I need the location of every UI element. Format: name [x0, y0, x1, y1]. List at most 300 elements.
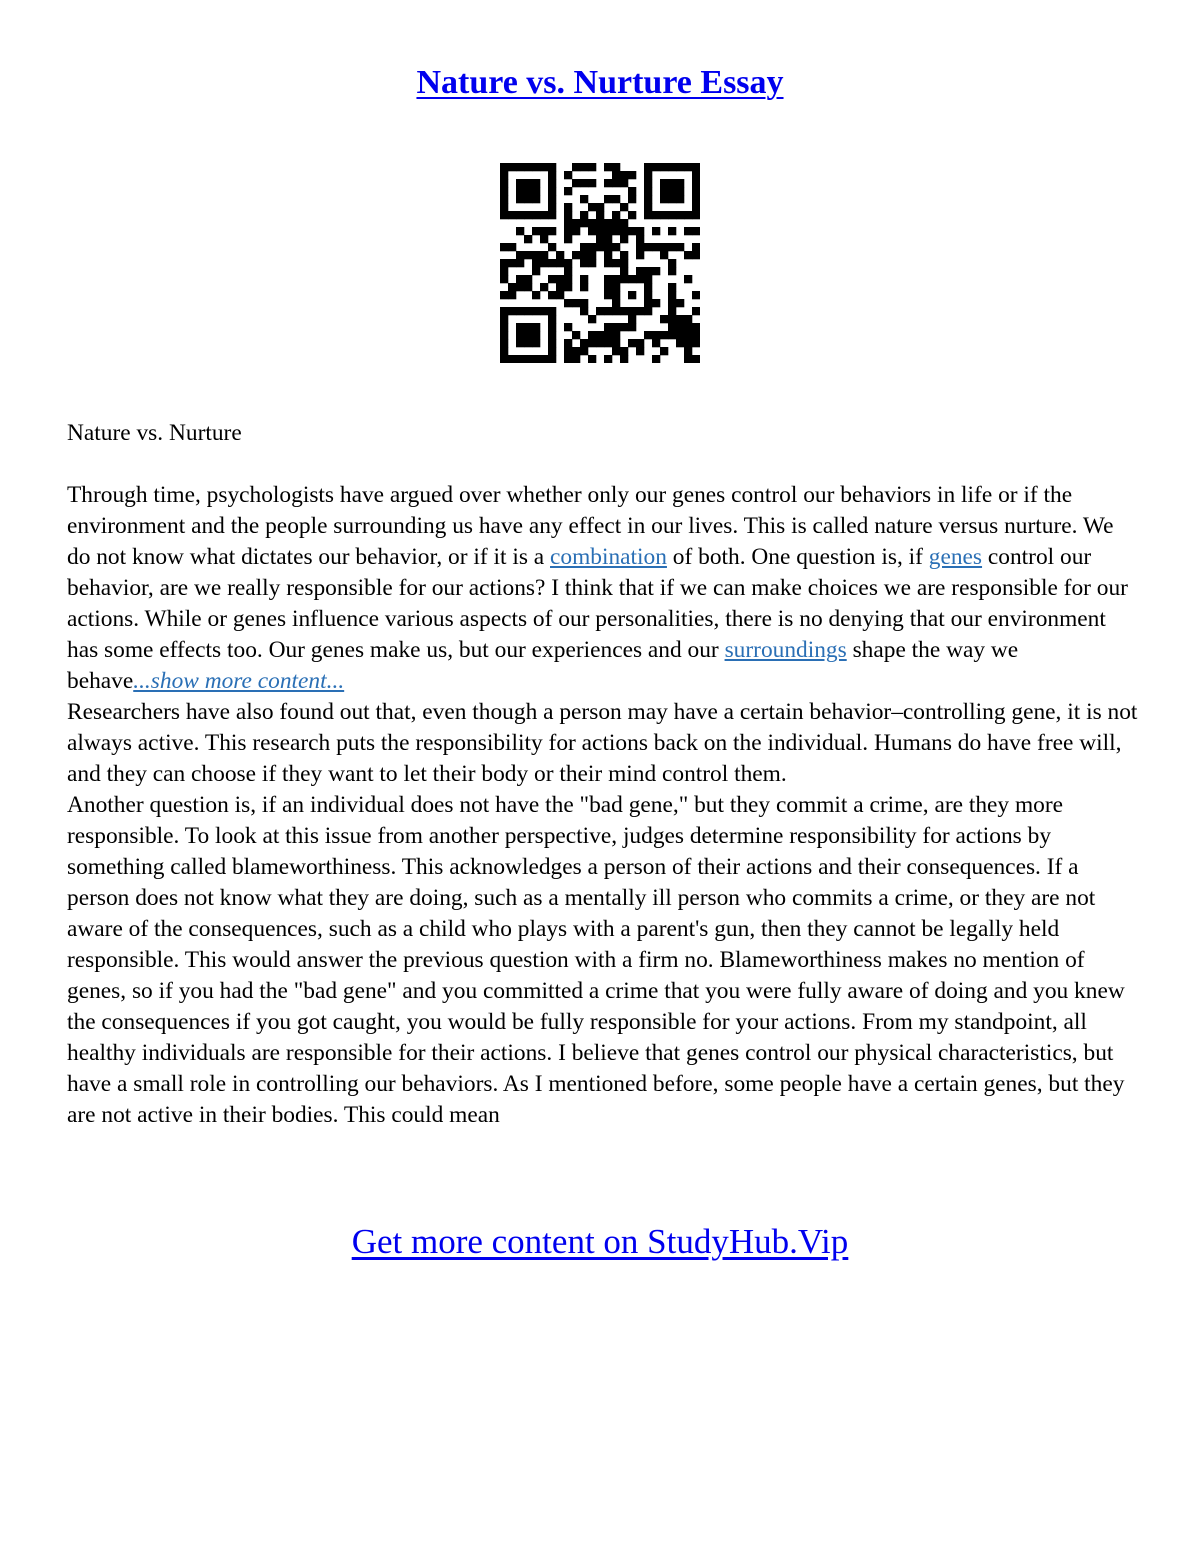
qr-module: [628, 195, 636, 203]
qr-module: [580, 243, 588, 251]
qr-module: [676, 187, 684, 195]
qr-module: [604, 331, 612, 339]
qr-module: [532, 323, 540, 331]
qr-module: [524, 355, 532, 363]
paragraph-1: [67, 480, 1142, 697]
qr-module: [660, 211, 668, 219]
qr-module: [604, 235, 612, 243]
qr-module: [676, 315, 684, 323]
qr-module: [620, 323, 628, 331]
qr-module: [540, 211, 548, 219]
title-container: [0, 64, 1200, 102]
qr-module: [668, 187, 676, 195]
qr-module: [604, 243, 612, 251]
qr-module: [604, 339, 612, 347]
qr-module: [620, 227, 628, 235]
qr-module: [692, 227, 700, 235]
qr-module: [668, 331, 676, 339]
qr-module: [548, 323, 556, 331]
paragraph-3: Another question is, if an individual does not have the "bad gene," but they commit a crime, are they more responsible. To look at this issue from another perspective, judges determine responsibility for actions by something called blameworthiness. This acknowledges a person of their actions and their consequences. If a person does not know what they are doing, such as a mentally ill person who commits a crime, or they are not aware of the consequences, such as a child who plays with a parent's gun, then they cannot be legally held responsible. This would answer the previous question with a firm no. Blameworthiness makes no mention of genes, so if you had the "bad gene" and you committed a crime that you were fully aware of doing and you knew the consequences if you got caught, you would be fully responsible for your actions. From my standpoint, all healthy individuals are responsible for their actions. I believe that genes control our physical characteristics, but have a small role in controlling our behaviors. As I mentioned before, some people have a certain genes, but they are not active in their bodies. This could mean: [67, 792, 1125, 1128]
qr-module: [500, 267, 508, 275]
qr-module: [524, 275, 532, 283]
qr-module: [524, 283, 532, 291]
qr-module: [548, 171, 556, 179]
qr-module: [556, 259, 564, 267]
qr-module: [692, 179, 700, 187]
qr-module: [524, 235, 532, 243]
qr-module: [684, 227, 692, 235]
qr-module: [548, 307, 556, 315]
qr-module: [588, 203, 596, 211]
qr-module: [580, 251, 588, 259]
qr-module: [612, 219, 620, 227]
qr-module: [644, 243, 652, 251]
qr-module: [676, 179, 684, 187]
qr-module: [564, 235, 572, 243]
qr-module: [692, 163, 700, 171]
qr-module: [652, 243, 660, 251]
qr-module: [532, 195, 540, 203]
qr-code-graphic: [500, 163, 700, 363]
qr-module: [652, 331, 660, 339]
qr-module: [532, 179, 540, 187]
qr-module: [644, 171, 652, 179]
qr-module: [636, 227, 644, 235]
qr-module: [668, 163, 676, 171]
qr-module: [596, 219, 604, 227]
qr-module: [612, 307, 620, 315]
qr-module: [524, 211, 532, 219]
qr-module: [604, 251, 612, 259]
qr-module: [516, 195, 524, 203]
essay-heading: Nature vs. Nurture: [67, 420, 242, 446]
qr-module: [644, 211, 652, 219]
qr-module: [612, 171, 620, 179]
qr-module: [668, 283, 676, 291]
qr-module: [548, 291, 556, 299]
qr-module: [588, 315, 596, 323]
qr-module: [684, 347, 692, 355]
qr-module: [676, 243, 684, 251]
qr-module: [564, 275, 572, 283]
qr-module: [668, 195, 676, 203]
qr-module: [524, 163, 532, 171]
qr-module: [508, 355, 516, 363]
qr-module: [524, 323, 532, 331]
qr-module: [596, 227, 604, 235]
qr-module: [620, 355, 628, 363]
qr-module: [660, 163, 668, 171]
qr-module: [532, 187, 540, 195]
qr-module: [604, 259, 612, 267]
qr-module: [620, 235, 628, 243]
qr-module: [580, 195, 588, 203]
qr-module: [596, 339, 604, 347]
qr-module: [612, 179, 620, 187]
qr-module: [516, 283, 524, 291]
paragraph-spacer: [67, 449, 1142, 480]
qr-module: [612, 331, 620, 339]
qr-module: [564, 219, 572, 227]
qr-module: [676, 163, 684, 171]
qr-module: [516, 179, 524, 187]
qr-module: [652, 339, 660, 347]
qr-module: [572, 179, 580, 187]
qr-module: [628, 275, 636, 283]
qr-module: [500, 291, 508, 299]
qr-module: [644, 195, 652, 203]
qr-module: [604, 307, 612, 315]
qr-module: [580, 347, 588, 355]
title-link[interactable]: Nature vs. Nurture Essay: [416, 64, 784, 101]
qr-module: [660, 347, 668, 355]
qr-module: [644, 307, 652, 315]
qr-module: [508, 163, 516, 171]
qr-module: [668, 267, 676, 275]
qr-module: [564, 323, 572, 331]
qr-module: [532, 307, 540, 315]
qr-module: [636, 251, 644, 259]
essay-body: [67, 418, 1142, 1131]
qr-module: [532, 259, 540, 267]
qr-module: [660, 251, 668, 259]
qr-module: [572, 355, 580, 363]
footer-container: [0, 1222, 1200, 1262]
qr-module: [524, 339, 532, 347]
qr-module: [564, 339, 572, 347]
qr-module: [564, 211, 572, 219]
qr-module: [564, 203, 572, 211]
qr-module: [500, 179, 508, 187]
qr-module: [692, 323, 700, 331]
qr-module: [604, 291, 612, 299]
qr-module: [532, 339, 540, 347]
qr-module: [508, 243, 516, 251]
qr-module: [668, 323, 676, 331]
qr-module: [508, 307, 516, 315]
qr-module: [612, 211, 620, 219]
qr-module: [644, 187, 652, 195]
qr-module: [500, 275, 508, 283]
qr-module: [692, 187, 700, 195]
qr-module: [644, 267, 652, 275]
qr-module: [548, 315, 556, 323]
qr-module: [612, 283, 620, 291]
qr-module: [500, 171, 508, 179]
qr-module: [652, 267, 660, 275]
qr-module: [644, 331, 652, 339]
qr-module: [644, 163, 652, 171]
qr-module: [564, 283, 572, 291]
qr-module: [604, 355, 612, 363]
qr-module: [620, 203, 628, 211]
show-more-link[interactable]: ...show more content...: [133, 668, 345, 694]
qr-module: [532, 211, 540, 219]
qr-module: [692, 251, 700, 259]
qr-module: [596, 203, 604, 211]
qr-module: [684, 339, 692, 347]
qr-module: [500, 347, 508, 355]
qr-module: [660, 315, 668, 323]
qr-module: [580, 299, 588, 307]
qr-module: [660, 331, 668, 339]
qr-module: [668, 179, 676, 187]
paragraph-1-text-a: Through time, psychologists have argued over whether only our genes control our behaviors in life or if the environment and the people surrounding us have any effect in our lives. This is called nature versus nurture. We do not know what dictates our behavior, or if it is a: [67, 482, 1114, 570]
qr-module: [620, 275, 628, 283]
qr-module: [572, 251, 580, 259]
qr-module: [580, 259, 588, 267]
qr-module: [660, 187, 668, 195]
qr-module: [548, 355, 556, 363]
qr-code-icon: [500, 163, 700, 363]
qr-module: [500, 339, 508, 347]
qr-module: [540, 259, 548, 267]
qr-module: [516, 355, 524, 363]
qr-module: [668, 259, 676, 267]
qr-module: [516, 227, 524, 235]
qr-module: [548, 179, 556, 187]
qr-module: [580, 219, 588, 227]
qr-module: [628, 315, 636, 323]
qr-module: [548, 243, 556, 251]
qr-module: [636, 267, 644, 275]
qr-module: [684, 163, 692, 171]
qr-module: [500, 355, 508, 363]
qr-module: [532, 291, 540, 299]
qr-module: [628, 171, 636, 179]
footer-studyhub-link[interactable]: Get more content on StudyHub.Vip: [351, 1222, 849, 1261]
qr-module: [500, 331, 508, 339]
qr-module: [580, 163, 588, 171]
qr-module: [516, 307, 524, 315]
qr-module: [540, 355, 548, 363]
qr-module: [604, 227, 612, 235]
qr-module: [564, 267, 572, 275]
qr-module: [548, 339, 556, 347]
paragraph-2: Researchers have also found out that, even though a person may have a certain behavior–controlling gene, it is not always active. This research puts the responsibility for actions back on the individual. Humans do have free will, and they can choose if they want to let their body or their mind control them.: [67, 699, 1138, 787]
qr-module: [668, 307, 676, 315]
qr-module: [524, 179, 532, 187]
qr-module: [684, 331, 692, 339]
qr-module: [500, 243, 508, 251]
paragraph-1-text-b: of both. One question is, if: [666, 544, 929, 570]
qr-module: [588, 339, 596, 347]
qr-module: [644, 291, 652, 299]
qr-module: [620, 251, 628, 259]
qr-module: [668, 315, 676, 323]
qr-module: [508, 283, 516, 291]
qr-module: [612, 275, 620, 283]
qr-module: [500, 203, 508, 211]
qr-module: [564, 227, 572, 235]
qr-module: [516, 187, 524, 195]
qr-module: [628, 307, 636, 315]
qr-module: [500, 163, 508, 171]
qr-module: [652, 299, 660, 307]
qr-module: [516, 339, 524, 347]
qr-module: [500, 307, 508, 315]
qr-module: [684, 211, 692, 219]
qr-module: [692, 339, 700, 347]
qr-module: [524, 307, 532, 315]
qr-module: [540, 235, 548, 243]
qr-module: [692, 203, 700, 211]
qr-module: [572, 163, 580, 171]
qr-module: [676, 211, 684, 219]
qr-module: [644, 275, 652, 283]
qr-module: [596, 243, 604, 251]
qr-module: [628, 339, 636, 347]
qr-module: [660, 179, 668, 187]
paragraph-1-text-d: shape the way we behave: [67, 637, 1019, 694]
qr-module: [612, 259, 620, 267]
qr-module: [604, 219, 612, 227]
qr-module: [668, 243, 676, 251]
qr-module: [644, 179, 652, 187]
qr-module: [692, 195, 700, 203]
qr-module: [588, 219, 596, 227]
qr-module: [548, 227, 556, 235]
qr-module: [540, 163, 548, 171]
qr-module: [564, 259, 572, 267]
qr-module: [620, 347, 628, 355]
qr-module: [684, 275, 692, 283]
qr-module: [500, 259, 508, 267]
qr-module: [548, 203, 556, 211]
qr-module: [684, 355, 692, 363]
qr-module: [644, 299, 652, 307]
qr-module: [636, 243, 644, 251]
qr-module: [604, 179, 612, 187]
qr-module: [564, 299, 572, 307]
paragraph-1-text-c: control our behavior, are we really responsible for our actions? I think that if we can make choices we are responsible for our actions. While or genes influence various aspects of our personalities, there is no denying that our environment has some effects too. Our genes make us, but our experiences and our: [67, 544, 1128, 663]
qr-module: [612, 323, 620, 331]
qr-module: [612, 227, 620, 235]
qr-module: [668, 227, 676, 235]
qr-module: [660, 243, 668, 251]
qr-module: [612, 291, 620, 299]
qr-module: [628, 291, 636, 299]
qr-module: [692, 211, 700, 219]
qr-module: [516, 163, 524, 171]
qr-module: [588, 243, 596, 251]
qr-module: [500, 187, 508, 195]
qr-module: [508, 211, 516, 219]
qr-module: [548, 275, 556, 283]
qr-module: [580, 211, 588, 219]
qr-module: [572, 227, 580, 235]
qr-module: [644, 283, 652, 291]
qr-module: [564, 187, 572, 195]
qr-module: [612, 299, 620, 307]
qr-module: [532, 227, 540, 235]
qr-module: [676, 323, 684, 331]
qr-module: [588, 227, 596, 235]
qr-module: [588, 251, 596, 259]
qr-module: [692, 331, 700, 339]
qr-module: [588, 179, 596, 187]
qr-module: [500, 323, 508, 331]
qr-module: [684, 315, 692, 323]
qr-module: [572, 331, 580, 339]
qr-module: [644, 203, 652, 211]
qr-module: [516, 251, 524, 259]
qr-module: [548, 163, 556, 171]
qr-module: [532, 355, 540, 363]
qr-module: [556, 283, 564, 291]
qr-module: [500, 315, 508, 323]
qr-module: [588, 331, 596, 339]
qr-module: [628, 211, 636, 219]
genes-link[interactable]: genes: [928, 544, 983, 570]
qr-module: [540, 251, 548, 259]
qr-module: [580, 339, 588, 347]
qr-module: [508, 259, 516, 267]
qr-module: [620, 171, 628, 179]
qr-module: [620, 179, 628, 187]
qr-module: [652, 227, 660, 235]
qr-module: [620, 259, 628, 267]
qr-module: [564, 347, 572, 355]
qr-module: [676, 339, 684, 347]
qr-module: [676, 331, 684, 339]
qr-module: [668, 299, 676, 307]
qr-module: [532, 251, 540, 259]
qr-module: [516, 323, 524, 331]
qr-module: [532, 267, 540, 275]
qr-module: [532, 331, 540, 339]
qr-module: [636, 235, 644, 243]
qr-module: [604, 283, 612, 291]
qr-module: [516, 331, 524, 339]
qr-module: [620, 267, 628, 275]
qr-module: [660, 195, 668, 203]
qr-module: [580, 275, 588, 283]
qr-module: [604, 195, 612, 203]
qr-module: [580, 307, 588, 315]
qr-module: [612, 163, 620, 171]
qr-module: [524, 331, 532, 339]
qr-module: [516, 211, 524, 219]
qr-module: [628, 323, 636, 331]
qr-module: [596, 307, 604, 315]
qr-module: [588, 163, 596, 171]
qr-module: [524, 251, 532, 259]
qr-module: [556, 251, 564, 259]
qr-module: [540, 283, 548, 291]
qr-module: [620, 219, 628, 227]
combination-link[interactable]: combination: [550, 544, 667, 570]
qr-module: [548, 331, 556, 339]
qr-module: [668, 211, 676, 219]
qr-module: [652, 163, 660, 171]
qr-module: [532, 163, 540, 171]
qr-module: [516, 259, 524, 267]
qr-module: [612, 347, 620, 355]
surroundings-link[interactable]: surroundings: [724, 637, 847, 663]
qr-module: [500, 195, 508, 203]
qr-module: [572, 347, 580, 355]
qr-module: [612, 339, 620, 347]
qr-module: [572, 299, 580, 307]
qr-module: [596, 211, 604, 219]
qr-module: [612, 243, 620, 251]
qr-module: [692, 243, 700, 251]
qr-module: [636, 307, 644, 315]
qr-module: [572, 219, 580, 227]
qr-module: [692, 291, 700, 299]
qr-module: [692, 307, 700, 315]
